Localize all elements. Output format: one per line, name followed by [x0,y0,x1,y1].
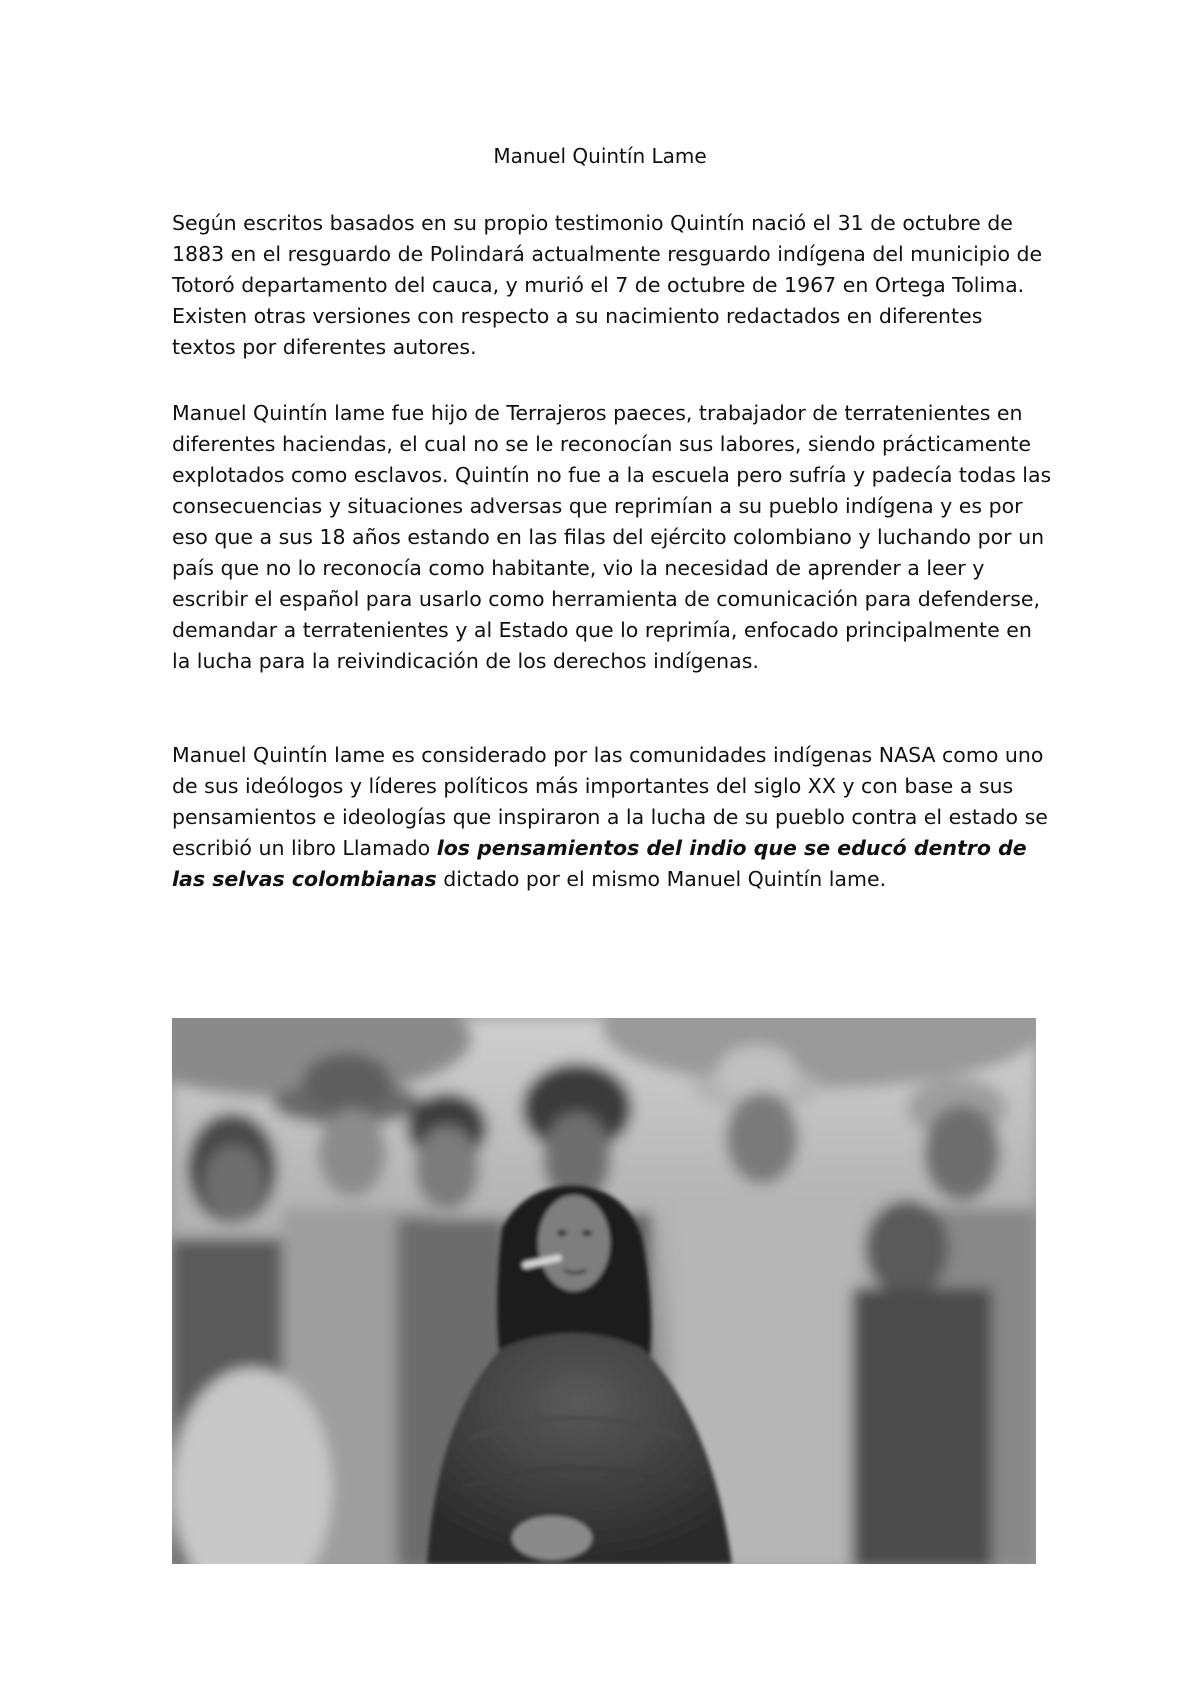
historical-photo [172,1018,1036,1564]
book-title: los pensamientos del indio que se educó dentro de las selvas colombianas [172,836,1027,891]
paragraph-early-life: Manuel Quintín lame fue hijo de Terrajeros paeces, trabajador de terratenientes en diferentes haciendas, el cual no se le reconocían sus labores, siendo prácticamente explotados como esclavos. Quintín no fue a la escuela pero sufría y padecía todas las consecuencias y situaciones adversas que reprimían a su pueblo indígena y es por eso que a sus 18 años estando en las filas del ejército colombiano y luchando por un país que no lo reconocía como habitante, vio la necesidad de aprender a leer y escribir el español para usarlo como herramienta de comunicación para defenderse, demandar a terratenientes y al Estado que lo reprimía, enfocado principalmente en la lucha para la reivindicación de los derechos indígenas. [172,401,1052,673]
document-title: Manuel Quintín Lame [493,144,707,168]
paragraph-legacy-start: Manuel Quintín lame es considerado por las comunidades indígenas NASA como uno de sus ideólogos y líderes políticos más importantes del siglo XX y con base a sus pensamientos e ideologías que inspiraron a la lucha de su pueblo contra el estado se escribió un libro Llamado [172,743,1048,860]
paragraph-legacy-end: dictado por el mismo Manuel Quintín lame. [436,867,887,891]
photo-illustration [172,1018,1036,1564]
paragraph-legacy [172,740,1052,895]
paragraph-birth-death: Según escritos basados en su propio testimonio Quintín nació el 31 de octubre de 1883 en el resguardo de Polindará actualmente resguardo indígena del municipio de Totoró departamento del cauca, y murió el 7 de octubre de 1967 en Ortega Tolima. Existen otras versiones con respecto a su nacimiento redactados en diferentes textos por diferentes autores. [172,211,1043,359]
